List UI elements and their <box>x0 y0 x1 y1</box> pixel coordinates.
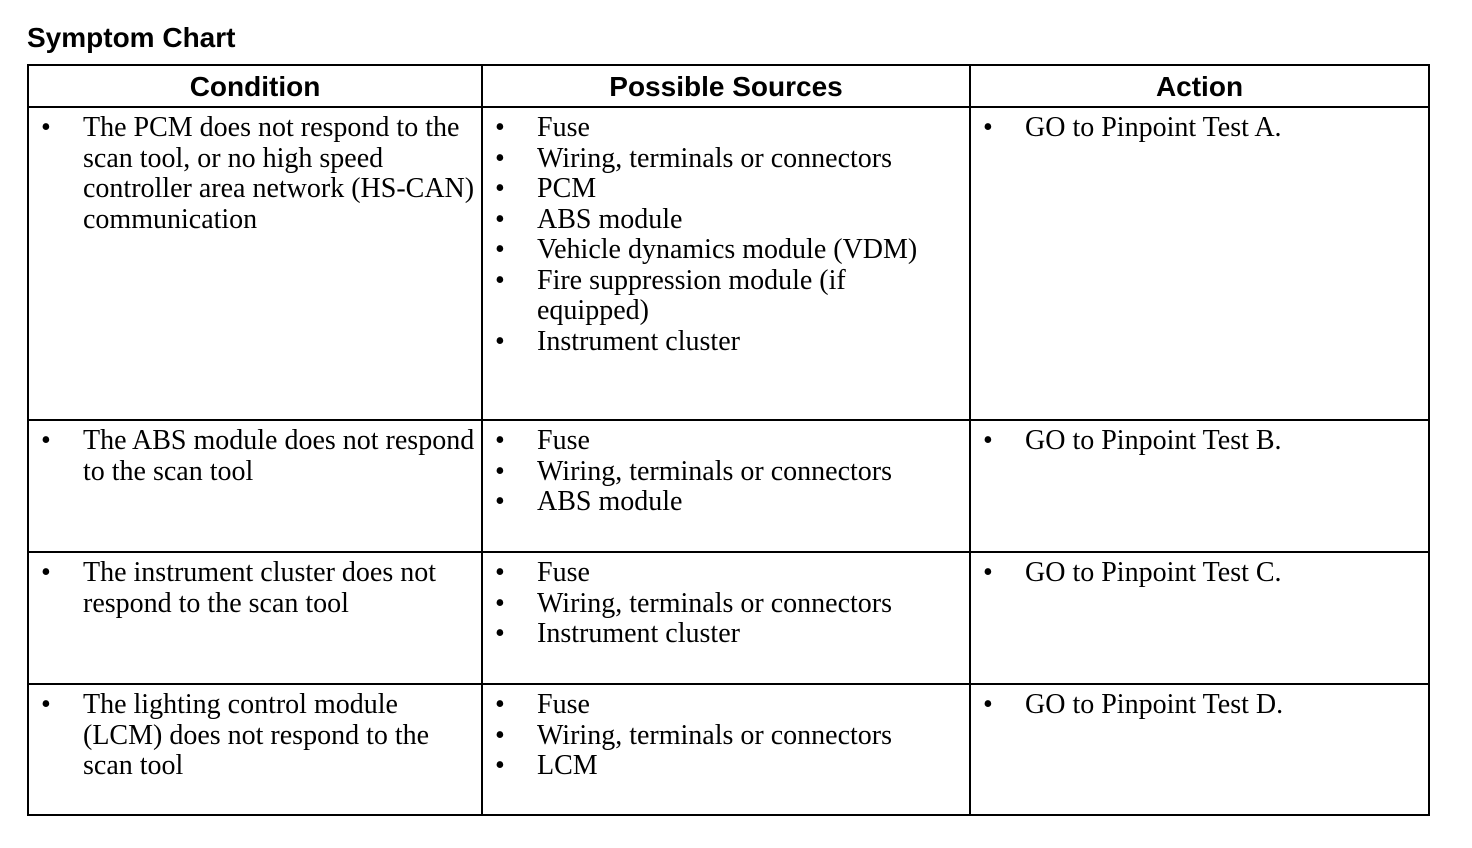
chart-title: Symptom Chart <box>27 22 236 53</box>
list-item <box>483 235 963 266</box>
list-item <box>29 113 475 235</box>
list-item <box>483 751 963 782</box>
column-header-action: Action <box>970 65 1429 107</box>
list-item <box>971 426 1422 457</box>
action-cell <box>970 684 1429 815</box>
source-text: ABS module <box>537 486 683 517</box>
bullet-icon: • <box>41 425 51 456</box>
action-text: GO to Pinpoint Test C. <box>1025 557 1282 588</box>
sources-cell <box>482 552 970 684</box>
list-item <box>483 690 963 721</box>
condition-cell <box>28 552 482 684</box>
bullet-icon: • <box>495 486 505 517</box>
list-item <box>483 205 963 236</box>
action-cell <box>970 552 1429 684</box>
header-row <box>28 65 1429 107</box>
list-item <box>483 144 963 175</box>
sources-cell <box>482 420 970 552</box>
bullet-icon: • <box>41 557 51 588</box>
action-text: GO to Pinpoint Test B. <box>1025 425 1282 456</box>
condition-cell <box>28 107 482 420</box>
condition-text: The PCM does not respond to the scan tool, or no high speed controller area network (HS-CAN) communication <box>83 112 475 235</box>
bullet-icon: • <box>495 142 505 174</box>
source-text: Instrument cluster <box>537 325 740 357</box>
source-text: Fire suppression module (if equipped) <box>537 264 846 326</box>
list-item <box>483 721 963 752</box>
bullet-icon: • <box>495 425 505 456</box>
bullet-icon: • <box>41 112 51 143</box>
list-item <box>29 558 475 619</box>
table-row <box>28 552 1429 684</box>
bullet-icon: • <box>495 234 505 265</box>
condition-cell <box>28 684 482 815</box>
list-item <box>971 113 1422 144</box>
sources-cell <box>482 107 970 420</box>
list-item <box>483 589 963 620</box>
list-item <box>483 487 963 518</box>
bullet-icon: • <box>495 618 505 649</box>
condition-text: The ABS module does not respond to the scan tool <box>83 425 475 487</box>
table-row <box>28 420 1429 552</box>
bullet-icon: • <box>983 689 993 720</box>
bullet-icon: • <box>495 264 505 296</box>
list-item <box>483 457 963 488</box>
source-text: Wiring, terminals or connectors <box>537 719 892 751</box>
bullet-icon: • <box>983 425 993 456</box>
table-row <box>28 107 1429 420</box>
bullet-icon: • <box>495 455 505 487</box>
bullet-icon: • <box>495 689 505 720</box>
list-item <box>483 327 963 358</box>
sources-cell <box>482 684 970 815</box>
source-text: Wiring, terminals or connectors <box>537 455 892 487</box>
list-item <box>971 558 1422 589</box>
list-item <box>483 558 963 589</box>
bullet-icon: • <box>495 750 505 781</box>
source-text: PCM <box>537 173 597 204</box>
bullet-icon: • <box>495 325 505 357</box>
condition-text: The lighting control module (LCM) does not respond to the scan tool <box>83 689 430 781</box>
condition-cell <box>28 420 482 552</box>
bullet-icon: • <box>983 557 993 588</box>
bullet-icon: • <box>495 587 505 619</box>
list-item <box>483 266 963 327</box>
list-item <box>29 690 475 782</box>
list-item <box>483 619 963 650</box>
source-text: Wiring, terminals or connectors <box>537 142 892 174</box>
symptom-table <box>27 64 1430 816</box>
list-item <box>483 426 963 457</box>
source-text: Fuse <box>537 557 590 588</box>
action-text: GO to Pinpoint Test D. <box>1025 689 1284 720</box>
source-text: LCM <box>537 750 598 781</box>
column-header-possible-sources: Possible Sources <box>482 65 970 107</box>
source-text: Instrument cluster <box>537 618 740 649</box>
action-cell <box>970 420 1429 552</box>
column-header-condition: Condition <box>28 65 482 107</box>
list-item <box>483 113 963 144</box>
bullet-icon: • <box>495 557 505 588</box>
bullet-icon: • <box>495 173 505 204</box>
list-item <box>971 690 1422 721</box>
action-text: GO to Pinpoint Test A. <box>1025 112 1282 143</box>
bullet-icon: • <box>495 719 505 751</box>
condition-text: The instrument cluster does not respond to the scan tool <box>83 557 437 619</box>
source-text: Fuse <box>537 425 590 456</box>
bullet-icon: • <box>983 112 993 143</box>
source-text: ABS module <box>537 203 683 235</box>
bullet-icon: • <box>495 203 505 235</box>
table-row <box>28 684 1429 815</box>
list-item <box>29 426 475 487</box>
action-cell <box>970 107 1429 420</box>
bullet-icon: • <box>495 112 505 143</box>
source-text: Fuse <box>537 112 590 143</box>
source-text: Vehicle dynamics module (VDM) <box>537 234 918 265</box>
source-text: Fuse <box>537 689 590 720</box>
source-text: Wiring, terminals or connectors <box>537 587 892 619</box>
list-item <box>483 174 963 205</box>
bullet-icon: • <box>41 689 51 720</box>
